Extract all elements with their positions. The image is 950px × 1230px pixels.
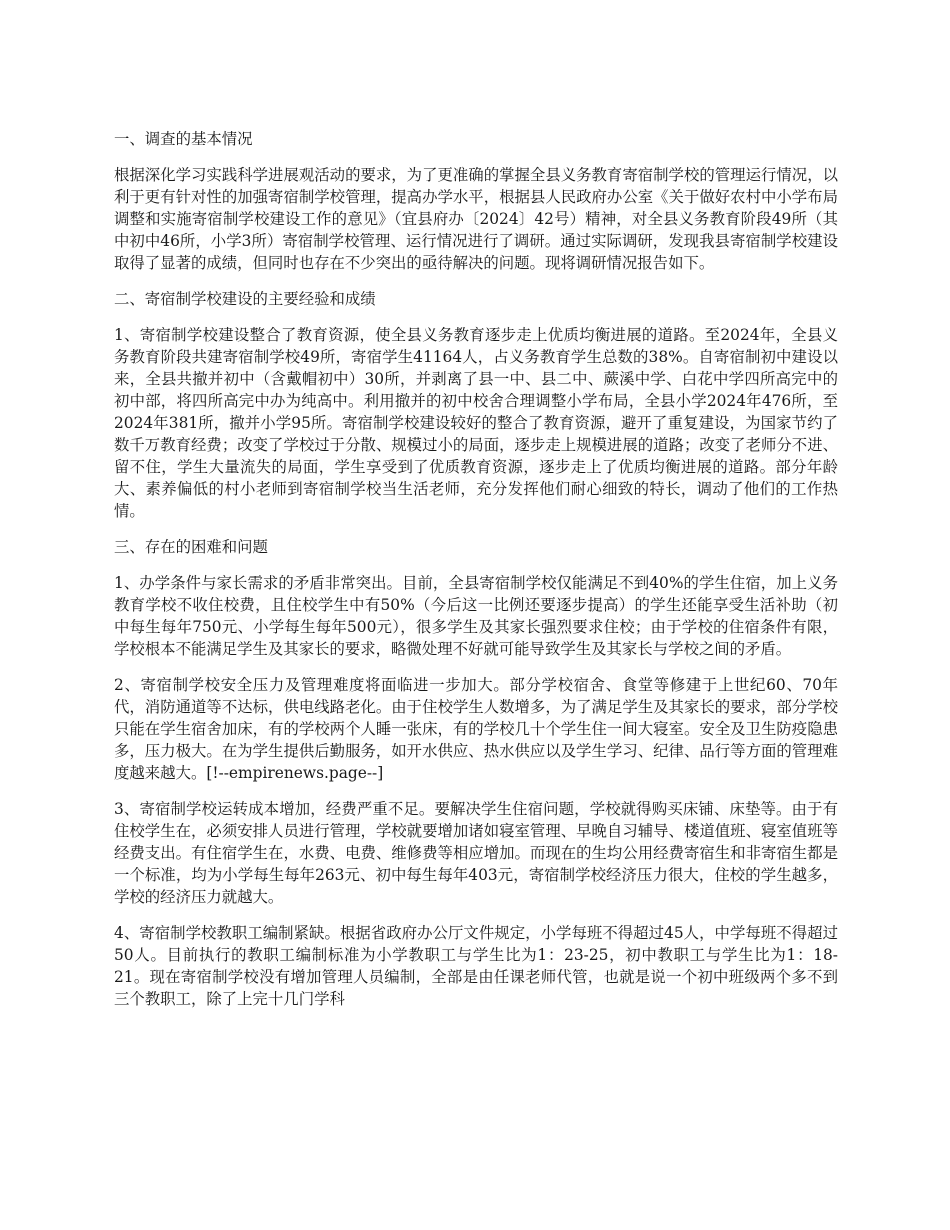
- paragraph: 根据深化学习实践科学进展观活动的要求，为了更准确的掌握全县义务教育寄宿制学校的管理运行情况，以利于更有针对性的加强寄宿制学校管理，提高办学水平，根据县人民政府办公室《关于做好农村中小学布局调整和实施寄宿制学校建设工作的意见》（宜县府办〔2024〕42号）精神，对全县义务教育阶段49所（其中初中46所，小学3所）寄宿制学校管理、运行情况进行了调研。通过实际调研，发现我县寄宿制学校建设取得了显著的成绩，但同时也存在不少突出的亟待解决的问题。现将调研情况报告如下。: [114, 166, 838, 272]
- section-basic-situation: [114, 128, 838, 274]
- section-heading: 一、调查的基本情况: [114, 130, 253, 148]
- paragraph: 1、寄宿制学校建设整合了教育资源，使全县义务教育逐步走上优质均衡进展的道路。至2024年，全县义务教育阶段共建寄宿制学校49所，寄宿学生41164人，占义务教育学生总数的38%。自寄宿制初中建设以来，全县共撤并初中（含戴帽初中）30所，并剥离了县一中、县二中、蕨溪中学、白花中学四所高完中的初中部，将四所高完中办为纯高中。利用撤并的初中校舍合理调整小学布局，全县小学2024年476所，至2024年381所，撤并小学95所。寄宿制学校建设较好的整合了教育资源，避开了重复建设，为国家节约了数千万教育经费；改变了学校过于分散、规模过小的局面，逐步走上规模进展的道路；改变了老师分不进、留不住，学生大量流失的局面，学生享受到了优质教育资源，逐步走上了优质均衡进展的道路。部分年龄大、素养偏低的村小老师到寄宿制学校当生活老师，充分发挥他们耐心细致的特长，调动了他们的工作热情。: [114, 326, 838, 520]
- paragraph: 2、寄宿制学校安全压力及管理难度将面临进一步加大。部分学校宿舍、食堂等修建于上世纪60、70年代，消防通道等不达标，供电线路老化。由于住校学生人数增多，为了满足学生及其家长的要求，部分学校只能在学生宿舍加床，有的学校两个人睡一张床，有的学校几十个学生住一间大寝室。安全及卫生防疫隐患多，压力极大。在为学生提供后勤服务，如开水供应、热水供应以及学生学习、纪律、品行等方面的管理难度越来越大。[!--empirenews.page--]: [114, 676, 838, 782]
- paragraph: 1、办学条件与家长需求的矛盾非常突出。目前，全县寄宿制学校仅能满足不到40%的学生住宿，加上义务教育学校不收住校费，且住校学生中有50%（今后这一比例还要逐步提高）的学生还能享受生活补助（初中每生每年750元、小学每生每年500元），很多学生及其家长强烈要求住校；由于学校的住宿条件有限，学校根本不能满足学生及其家长的要求，略微处理不好就可能导致学生及其家长与学校之间的矛盾。: [114, 574, 838, 658]
- section-heading: 三、存在的困难和问题: [114, 538, 268, 556]
- paragraph: 4、寄宿制学校教职工编制紧缺。根据省政府办公厅文件规定，小学每班不得超过45人，中学每班不得超过50人。目前执行的教职工编制标准为小学教职工与学生比为1：23-25，初中教职工与学生比为1：18-21。现在寄宿制学校没有增加管理人员编制，全部是由任课老师代管，也就是说一个初中班级两个多不到三个教职工，除了上完十几门学科: [114, 924, 838, 1008]
- paragraph: 3、寄宿制学校运转成本增加，经费严重不足。要解决学生住宿问题，学校就得购买床铺、床垫等。由于有住校学生在，必须安排人员进行管理，学校就要增加诸如寝室管理、早晚自习辅导、楼道值班、寝室值班等经费支出。有住宿学生在，水费、电费、维修费等相应增加。而现在的生均公用经费寄宿生和非寄宿生都是一个标准，均为小学每生每年263元、初中每生每年403元，寄宿制学校经济压力很大，住校的学生越多，学校的经济压力就越大。: [114, 800, 838, 906]
- section-main-experience: [114, 288, 838, 522]
- section-heading: 二、寄宿制学校建设的主要经验和成绩: [114, 290, 376, 308]
- section-difficulties: [114, 536, 838, 1010]
